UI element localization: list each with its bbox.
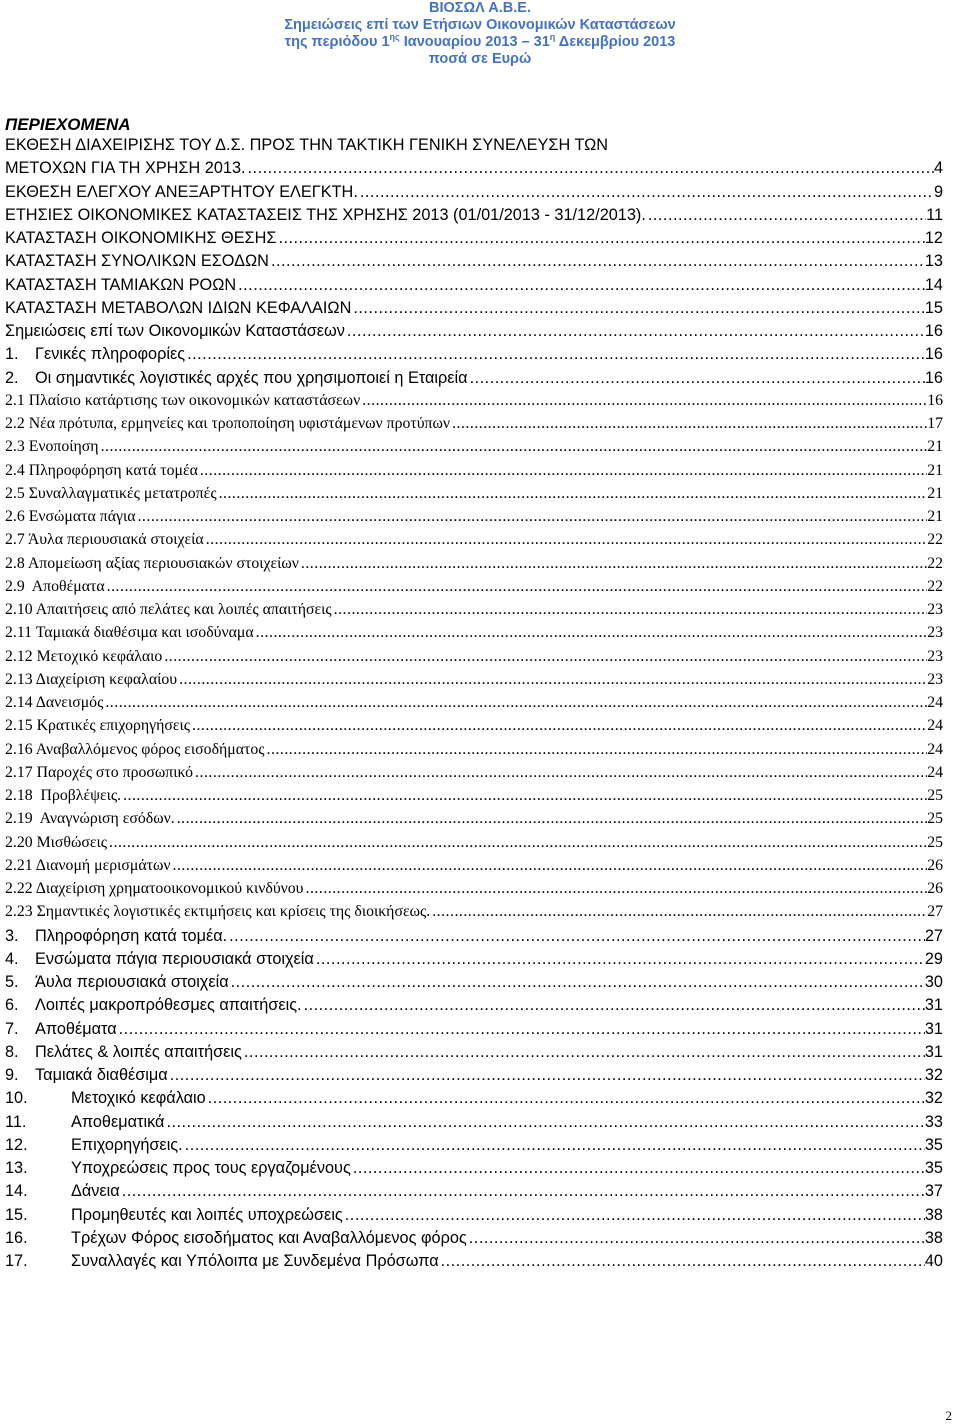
dot-leader — [99, 438, 928, 456]
dot-leader — [236, 276, 925, 295]
toc-entry-page: 35 — [924, 1135, 943, 1154]
toc-entry-number: 2.10 — [5, 601, 33, 618]
dot-leader — [227, 927, 925, 946]
toc-entry[interactable] — [5, 903, 943, 927]
toc-entry-number: 3. — [5, 926, 19, 945]
toc-entry-page: 32 — [924, 1066, 943, 1084]
toc-entry-label: Ταμιακά διαθέσιμα και ισοδύναμα — [32, 624, 254, 642]
toc-entry[interactable] — [5, 345, 943, 369]
dot-leader — [117, 1020, 925, 1039]
toc-entry[interactable] — [5, 671, 943, 695]
toc-entry-number: 16. — [5, 1228, 28, 1247]
toc-entry-label: Ταμιακά διαθέσιμα — [35, 1066, 168, 1084]
toc-entry[interactable] — [5, 1182, 943, 1206]
toc-entry[interactable] — [5, 1089, 943, 1113]
toc-entry-label: Μισθώσεις — [32, 833, 108, 851]
toc-entry-page: 21 — [927, 438, 943, 456]
toc-entry-label: ΕΤΗΣΙΕΣ ΟΙΚΟΝΟΜΙΚΕΣ ΚΑΤΑΣΤΑΣΕΙΣ ΤΗΣ ΧΡΗΣΗΣ 2013 (01/01/2013 - 31/12/2013). — [5, 205, 646, 224]
toc-entry-label: Δανεισμός — [32, 694, 104, 711]
toc-entry[interactable] — [5, 624, 943, 648]
toc-entry-label: Διαχείριση κεφαλαίου — [32, 670, 178, 688]
company-name: ΒΙΟΣΩΛ Α.Β.Ε. — [429, 0, 531, 16]
toc-entry-page: 24 — [927, 694, 943, 711]
toc-entry-label: Απαιτήσεις από πελάτες και λοιπές απαιτήσεις — [32, 601, 332, 618]
toc-entry-label: ΕΚΘΕΣΗ ΔΙΑΧΕΙΡΙΣΗΣ ΤΟΥ Δ.Σ. ΠΡΟΣ ΤΗΝ ΤΑΚΤΙΚΗ ΓΕΝΙΚΗ ΣΥΝΕΛΕΥΣΗ ΤΩΝ — [5, 136, 609, 154]
toc-entry-number: 5. — [5, 973, 19, 991]
toc-entry-page: 13 — [924, 252, 943, 271]
dot-leader — [343, 1206, 925, 1225]
toc-entry[interactable] — [5, 1113, 943, 1137]
dot-leader — [254, 624, 928, 642]
dot-leader — [467, 1229, 925, 1248]
toc-entry-number: 2.23 — [5, 903, 33, 921]
toc-entry-number: 2.21 — [5, 856, 33, 874]
toc-entry-page: 27 — [927, 903, 943, 921]
toc-entry-number: 2.22 — [5, 880, 33, 897]
dot-leader — [229, 973, 925, 992]
toc-entry-page: 12 — [924, 229, 943, 247]
dot-leader — [314, 950, 925, 969]
toc-entry-number: 7. — [5, 1019, 19, 1038]
toc-entry-page: 4 — [933, 159, 943, 178]
toc-title: ΠΕΡΙΕΧΟΜΕΝΑ — [5, 115, 131, 134]
toc-entry-label: Νέα πρότυπα, ερμηνείες και τροποποίηση υφιστάμενων προτύπων — [24, 415, 451, 432]
toc-entry-label: Σημαντικές λογιστικές εκτιμήσεις και κρίσεις της διοικήσεως. — [32, 903, 431, 921]
toc-entry[interactable] — [5, 1020, 943, 1044]
dot-leader — [105, 578, 928, 596]
page-number: 2 — [945, 1408, 952, 1423]
toc-entry-label: Πληροφόρηση κατά τομέα — [24, 461, 198, 479]
toc-entry[interactable] — [5, 322, 943, 346]
toc-entry[interactable] — [5, 741, 943, 765]
toc-entry[interactable] — [5, 694, 943, 718]
toc-entry-page: 23 — [927, 624, 943, 642]
toc-entry-label: Ενσώματα πάγια — [24, 508, 136, 525]
toc-entry-number: 8. — [5, 1042, 19, 1061]
dot-leader — [439, 1252, 925, 1271]
toc-entry-label: Κρατικές επιχορηγήσεις — [32, 717, 191, 735]
dot-leader — [332, 601, 928, 619]
toc-entry-number: 2.2 — [5, 415, 25, 432]
toc-entry[interactable] — [5, 555, 943, 579]
dot-leader — [646, 206, 926, 225]
toc-entry-page: 21 — [927, 461, 943, 479]
toc-entry-number: 15. — [5, 1205, 28, 1224]
toc-entry-number: 2.20 — [5, 833, 33, 851]
toc-entry-label: Παροχές στο προσωπικό — [32, 763, 194, 781]
toc-entry[interactable] — [5, 252, 943, 276]
toc-entry-label: Δάνεια — [71, 1182, 120, 1201]
toc-entry-label: Διανομή μερισμάτων — [32, 856, 171, 874]
toc-entry-number: 2.1 — [5, 391, 25, 409]
toc-entry-page: 37 — [924, 1182, 943, 1201]
toc-entry[interactable] — [5, 415, 943, 439]
toc-entry-number: 2.18 — [5, 787, 33, 804]
toc-entry-page: 26 — [927, 880, 943, 897]
toc-entry-page: 38 — [924, 1228, 943, 1247]
toc-entry[interactable] — [5, 183, 943, 207]
dot-leader — [198, 462, 927, 480]
toc-entry-label: Αποθέματα — [35, 1019, 117, 1038]
currency-note: ποσά σε Ευρώ — [428, 51, 532, 67]
toc-entry-page: 31 — [924, 1042, 943, 1061]
toc-entry-number: 14. — [5, 1182, 28, 1201]
toc-entry-page: 22 — [927, 577, 943, 595]
dot-leader — [193, 764, 927, 782]
toc-entry[interactable] — [5, 276, 943, 300]
dot-leader — [345, 322, 925, 341]
toc-entry-label: Αποθέματα — [24, 577, 105, 595]
toc-entry-number: 2.11 — [5, 624, 33, 642]
toc-entry-number: 2.13 — [5, 670, 33, 688]
dot-leader — [162, 648, 927, 666]
dot-leader — [177, 671, 927, 689]
toc-entry-page: 38 — [924, 1205, 943, 1224]
toc-entry-page: 23 — [927, 601, 943, 618]
toc-entry[interactable] — [5, 601, 943, 625]
toc-entry-page: 16 — [924, 322, 943, 340]
toc-entry-number: 2.8 — [5, 554, 25, 572]
toc-entry-label: Διαχείριση χρηματοοικονομικού κινδύνου — [32, 880, 304, 897]
toc-entry-page: 26 — [927, 856, 943, 874]
dot-leader — [206, 1089, 925, 1108]
toc-entry[interactable] — [5, 648, 943, 672]
toc-entry-page: 31 — [924, 996, 943, 1015]
dot-leader — [242, 1043, 925, 1062]
toc-entry[interactable] — [5, 810, 943, 834]
toc-entry-page: 24 — [927, 740, 943, 758]
toc-entry-label: Μετοχικό κεφάλαιο — [32, 647, 163, 665]
toc-entry-page: 24 — [927, 717, 943, 735]
toc-entry-label: Αποθεματικά — [71, 1112, 165, 1131]
toc-entry[interactable] — [5, 880, 943, 904]
dot-leader — [175, 810, 928, 828]
toc-entry-number: 12. — [5, 1135, 28, 1154]
dot-leader — [107, 834, 927, 852]
toc-entry[interactable] — [5, 369, 943, 393]
toc-entry-number: 2.17 — [5, 763, 33, 781]
dot-leader — [183, 1136, 925, 1155]
dot-leader — [299, 555, 927, 573]
dot-leader — [351, 299, 925, 318]
toc-entry-page: 40 — [924, 1252, 943, 1270]
reporting-period: της περιόδου $1^{\eta\varsigma}$ Ιανουαρίου $2013 - 31^\eta$ Δεκεμβρίου 2013 — [284, 32, 676, 50]
toc-entry-label: ΕΚΘΕΣΗ ΕΛΕΓΧΟΥ ΑΝΕΞΑΡΤΗΤΟΥ ΕΛΕΓΚΤΗ. — [5, 182, 358, 201]
toc-entry-number: 2.4 — [5, 461, 25, 479]
toc-entry[interactable] — [5, 717, 943, 741]
toc-entry[interactable] — [5, 787, 943, 811]
toc-entry-label: Συναλλαγές και Υπόλοιπα με Συνδεμένα Πρόσωπα — [71, 1252, 439, 1270]
toc-entry-number: 2.16 — [5, 740, 33, 758]
dot-leader — [103, 694, 927, 712]
dot-leader — [304, 880, 928, 898]
toc-entry-number: 2.19 — [5, 810, 33, 828]
toc-entry-page: 24 — [927, 763, 943, 781]
document-subtitle: Σημειώσεις επί των Ετήσιων Οικονομικών Καταστάσεων — [284, 17, 676, 33]
toc-entry[interactable] — [5, 392, 943, 416]
toc-entry-page: 16 — [924, 345, 943, 364]
toc-entry[interactable] — [5, 485, 943, 509]
toc-entry-label: Επιχορηγήσεις. — [71, 1135, 183, 1154]
toc-entry-page: 30 — [924, 973, 943, 991]
toc-entry[interactable] — [5, 206, 943, 230]
toc-entry-page: 22 — [927, 554, 943, 572]
toc-entry-number: 2.12 — [5, 647, 33, 665]
toc-entry[interactable] — [5, 764, 943, 788]
toc-entry-page: 16 — [924, 368, 943, 387]
toc-entry[interactable] — [5, 1043, 943, 1067]
dot-leader — [135, 508, 927, 526]
toc-entry-page: 32 — [924, 1089, 943, 1108]
toc-entry-number: 13. — [5, 1159, 28, 1177]
toc-entry-label: Συναλλαγματικές μετατροπές — [24, 484, 217, 502]
dot-leader — [121, 787, 927, 805]
toc-entry-label: Υποχρεώσεις προς τους εργαζομένους — [71, 1159, 351, 1177]
toc-entry-label: Απομείωση αξίας περιουσιακών στοιχείων — [24, 554, 299, 572]
toc-entry-label: Άυλα περιουσιακά στοιχεία — [24, 531, 204, 549]
toc-entry-page: 31 — [924, 1019, 943, 1038]
toc-entry-number: 2.15 — [5, 717, 33, 735]
dot-leader — [190, 717, 927, 735]
toc-entry-page: 17 — [927, 415, 943, 432]
toc-entry-label: Μετοχικό κεφάλαιο — [71, 1089, 206, 1108]
toc-entry-page: 25 — [927, 810, 943, 828]
toc-entry[interactable] — [5, 996, 943, 1020]
toc-entry-number: 1. — [5, 345, 19, 364]
dot-leader — [246, 159, 934, 178]
toc-entry-label: Πελάτες & λοιπές απαιτήσεις — [35, 1042, 242, 1061]
toc-entry-page: 23 — [927, 670, 943, 688]
dot-leader — [265, 741, 928, 759]
toc-entry[interactable] — [5, 578, 943, 602]
toc-entry[interactable] — [5, 973, 943, 997]
toc-entry-page: 25 — [927, 833, 943, 851]
toc-entry-page: 23 — [927, 647, 943, 665]
toc-entry-label: Λοιπές μακροπρόθεσμες απαιτήσεις. — [35, 996, 302, 1015]
toc-entry-number: 2.7 — [5, 531, 25, 549]
dot-leader — [358, 183, 934, 202]
dot-leader — [120, 1182, 925, 1201]
dot-leader — [360, 392, 927, 410]
dot-leader — [171, 857, 928, 875]
toc-entry[interactable] — [5, 462, 943, 486]
toc-entry[interactable] — [5, 1206, 943, 1230]
toc-entry-page: 25 — [927, 787, 943, 804]
dot-leader — [168, 1066, 925, 1085]
toc-entry[interactable] — [5, 136, 943, 160]
toc-entry-label: Αναγνώριση εσόδων. — [32, 810, 175, 828]
toc-entry-page: 14 — [924, 275, 943, 294]
dot-leader — [269, 252, 925, 271]
toc-entry-page: 29 — [924, 949, 943, 968]
toc-entry-label: Τρέχων Φόρος εισοδήματος και Αναβαλλόμενος φόρος — [71, 1228, 467, 1247]
toc-entry[interactable] — [5, 508, 943, 532]
toc-entry[interactable] — [5, 857, 943, 881]
toc-entry-number: 2.14 — [5, 694, 33, 711]
dot-leader — [217, 485, 928, 503]
dot-leader — [450, 415, 927, 433]
toc-entry-label: Αναβαλλόμενος φόρος εισοδήματος — [32, 740, 265, 758]
toc-entry[interactable] — [5, 1066, 943, 1090]
toc-entry-label: Πληροφόρηση κατά τομέα. — [35, 926, 228, 945]
dot-leader — [302, 996, 925, 1015]
dot-leader — [430, 903, 927, 921]
toc-entry-label: Σημειώσεις επί των Οικονομικών Καταστάσεων — [5, 322, 345, 340]
toc-entry[interactable] — [5, 1229, 943, 1253]
toc-entry[interactable] — [5, 159, 943, 183]
toc-entry-page: 15 — [924, 298, 943, 317]
dot-leader — [164, 1113, 924, 1132]
toc-entry-page: 16 — [927, 391, 943, 409]
dot-leader — [204, 531, 928, 549]
dot-leader — [276, 229, 924, 248]
dot-leader — [468, 369, 925, 388]
toc-entry-page: 27 — [924, 926, 943, 945]
toc-entry-page: 9 — [933, 182, 943, 201]
toc-entry-label: ΚΑΤΑΣΤΑΣΗ ΜΕΤΑΒΟΛΩΝ ΙΔΙΩΝ ΚΕΦΑΛΑΙΩΝ — [5, 298, 352, 317]
toc-entry-page: 21 — [927, 508, 943, 525]
toc-entry-number: 2.9 — [5, 577, 25, 595]
toc-entry-number: 2. — [5, 368, 19, 387]
toc-entry-page: 21 — [927, 484, 943, 502]
toc-entry[interactable] — [5, 950, 943, 974]
toc-entry-label: Άυλα περιουσιακά στοιχεία — [35, 973, 229, 991]
toc-entry-label: Προμηθευτές και λοιπές υποχρεώσεις — [71, 1205, 343, 1224]
toc-entry-label: ΚΑΤΑΣΤΑΣΗ ΣΥΝΟΛΙΚΩΝ ΕΣΟΔΩΝ — [5, 252, 269, 271]
toc-entry[interactable] — [5, 229, 943, 253]
toc-entry-number: 10. — [5, 1089, 28, 1108]
toc-entry-label: Οι σημαντικές λογιστικές αρχές που χρησιμοποιεί η Εταιρεία — [35, 368, 468, 387]
toc-entry-page: 11 — [926, 205, 943, 224]
toc-entry-number: 4. — [5, 949, 19, 968]
toc-entry-label: ΜΕΤΟΧΩΝ ΓΙΑ ΤΗ ΧΡΗΣΗ 2013. — [5, 159, 246, 178]
dot-leader — [185, 345, 925, 364]
toc-entry[interactable] — [5, 1252, 943, 1276]
toc-entry-number: 2.3 — [5, 438, 25, 456]
toc-entry[interactable] — [5, 1159, 943, 1183]
toc-entry[interactable] — [5, 531, 943, 555]
toc-entry-label: Γενικές πληροφορίες — [35, 345, 186, 364]
toc-entry-page: 33 — [924, 1112, 943, 1131]
toc-entry-page: 35 — [924, 1159, 943, 1177]
toc-entry[interactable] — [5, 927, 943, 951]
toc-entry-label: Ενοποίηση — [24, 438, 99, 456]
toc-entry-label: Πλαίσιο κατάρτισης των οικονομικών καταστάσεων — [24, 391, 361, 409]
toc-entry[interactable] — [5, 834, 943, 858]
toc-entry-number: 17. — [5, 1252, 28, 1270]
toc-entry-label: ΚΑΤΑΣΤΑΣΗ ΟΙΚΟΝΟΜΙΚΗΣ ΘΕΣΗΣ — [5, 229, 277, 247]
toc-entry[interactable] — [5, 1136, 943, 1160]
toc-entry[interactable] — [5, 299, 943, 323]
toc-entry-number: 2.6 — [5, 508, 25, 525]
toc-entry-number: 6. — [5, 996, 19, 1015]
toc-entry-number: 2.5 — [5, 484, 25, 502]
toc-entry-number: 9. — [5, 1066, 19, 1084]
toc-entry[interactable] — [5, 438, 943, 462]
toc-entry-label: Ενσώματα πάγια περιουσιακά στοιχεία — [35, 949, 314, 968]
toc-entry-label: ΚΑΤΑΣΤΑΣΗ ΤΑΜΙΑΚΩΝ ΡΟΩΝ — [5, 275, 237, 294]
dot-leader — [351, 1159, 925, 1178]
toc-entry-label: Προβλέψεις. — [32, 787, 122, 804]
toc-entry-number: 11. — [5, 1112, 27, 1131]
toc-entry-page: 22 — [927, 531, 943, 549]
